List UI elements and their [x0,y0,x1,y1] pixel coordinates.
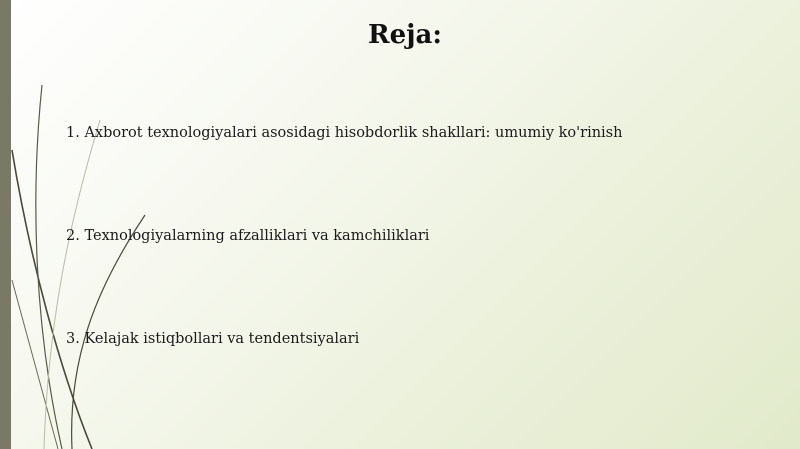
plan-item-3: 3. Kelajak istiqbollari va tendentsiyalari [66,331,360,347]
decor-curve-2 [36,85,62,449]
plan-item-2: 2. Texnologiyalarning afzalliklari va kamchiliklari [66,228,430,244]
slide-title: Reja: [367,20,442,50]
plan-item-1: 1. Axborot texnologiyalari asosidagi hisobdorlik shakllari: umumiy ko'rinish [66,125,623,141]
decor-curve-4 [12,280,58,449]
decor-curve-1 [12,150,92,449]
